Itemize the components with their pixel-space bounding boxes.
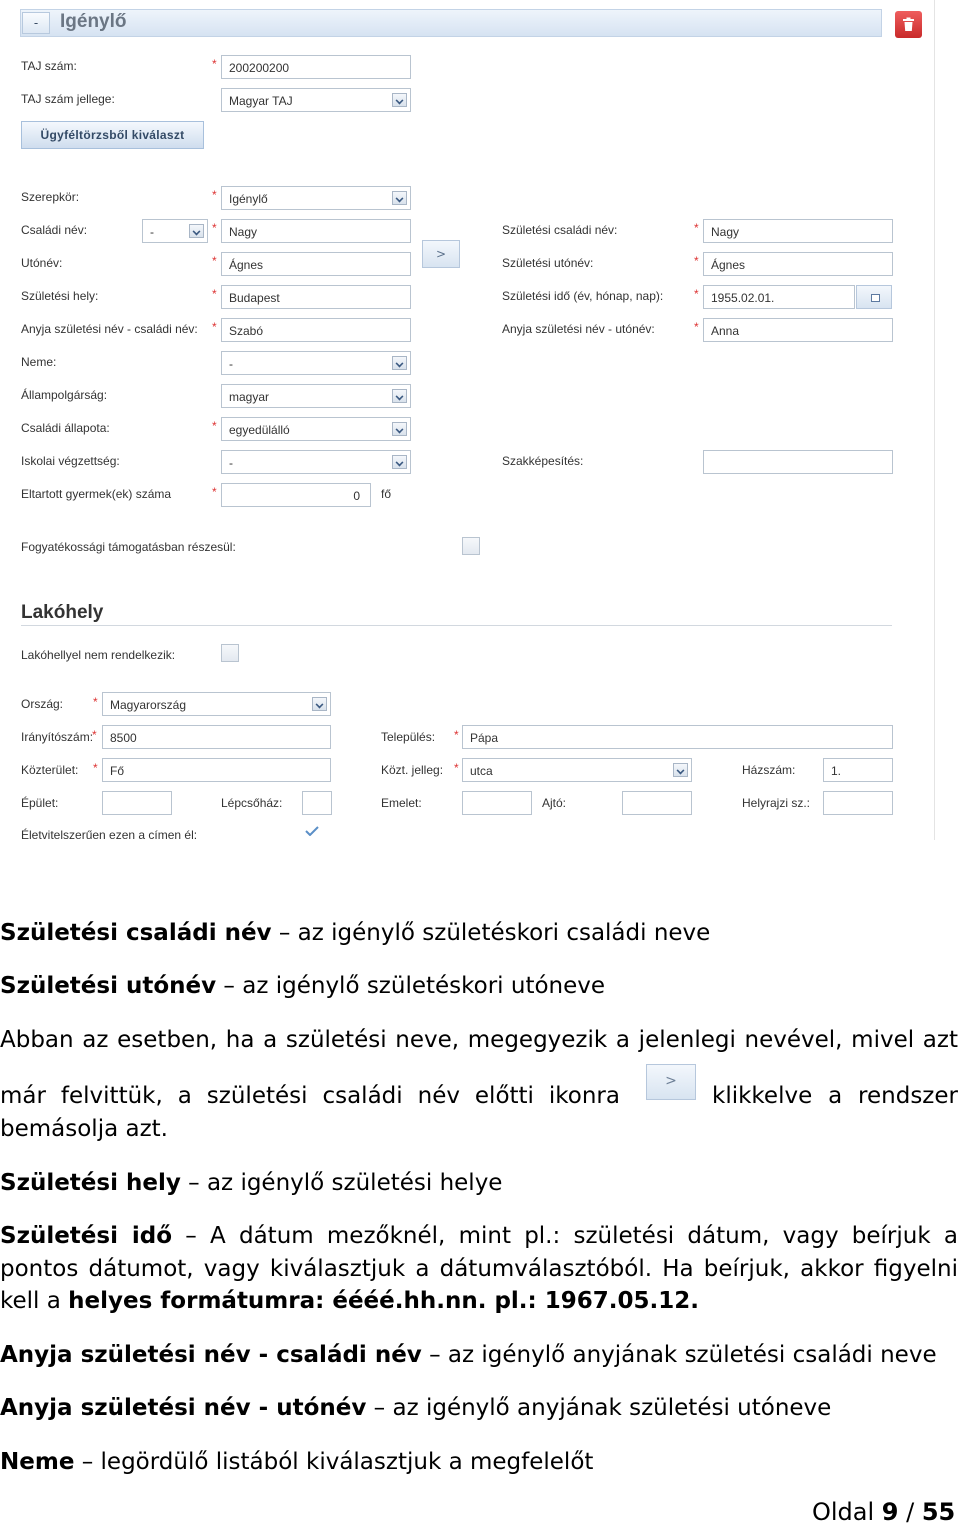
citizenship-select[interactable] [221,384,411,408]
chevron-down-icon [392,93,407,107]
required-mark: * [694,254,699,268]
required-mark: * [454,761,459,775]
qualification-label: Szakképesítés: [502,454,584,468]
calendar-icon[interactable] [856,285,892,309]
zip-label: Irányítószám: [21,730,94,744]
name-prefix-select[interactable] [142,219,208,243]
required-mark: * [92,728,97,742]
chevron-down-icon [392,191,407,205]
disability-label: Fogyatékossági támogatásban részesül: [21,540,236,554]
no-residence-checkbox[interactable] [221,644,239,662]
birth-given-input[interactable]: Ágnes [703,252,893,276]
pick-from-registry-button[interactable]: Ügyféltörzsből kiválaszt [21,121,204,149]
term: Anyja születési név - családi név [0,1342,422,1368]
given-name-input[interactable]: Ágnes [221,252,411,276]
birth-place-input[interactable]: Budapest [221,285,411,309]
education-value: - [229,456,233,470]
paragraph-copy-line2b: klikkelve a rendszer [712,1083,958,1109]
mother-given-input[interactable]: Anna [703,318,893,342]
birth-place-label: Születési hely: [21,289,99,303]
citizenship-value: magyar [229,390,270,404]
street-input[interactable]: Fő [102,758,331,782]
paragraph-mother-family [0,1339,958,1371]
required-mark: * [212,287,217,301]
required-mark: * [93,695,98,709]
definition: – az igénylő születéskori családi neve [271,920,711,946]
paragraph-birth-date-line3 [0,1285,958,1317]
required-mark: * [212,188,217,202]
paragraph-birth-date-line1 [0,1220,958,1252]
house-no-input[interactable]: 1. [823,758,893,782]
required-mark: * [694,320,699,334]
name-prefix-value: - [150,225,154,239]
taj-input[interactable]: 200200200 [221,55,411,79]
house-no-label: Házszám: [742,763,796,777]
role-value: Igénylő [229,192,268,206]
marital-value: egyedülálló [229,423,290,437]
children-unit: fő [381,487,392,501]
staircase-label: Lépcsőház: [221,796,283,810]
street-type-select[interactable] [462,758,692,782]
paragraph-copy-line2a: már felvittük, a születési családi név előtti ikonra [0,1083,620,1109]
birth-given-label: Születési utónév: [502,256,594,270]
taj-label: TAJ szám: [21,59,77,73]
paragraph-gender [0,1446,958,1478]
term: Születési családi név [0,920,272,946]
floor-input[interactable] [462,791,532,815]
taj-type-value: Magyar TAJ [229,94,293,108]
copy-arrow-icon: > [646,1064,696,1100]
copy-name-button[interactable]: > [422,240,460,268]
required-mark: * [212,221,217,235]
required-mark: * [454,728,459,742]
checkmark-icon[interactable] [305,826,319,836]
page-current: 9 [881,1498,899,1526]
chevron-down-icon [392,356,407,370]
birth-family-input[interactable]: Nagy [703,219,893,243]
paragraph-copy-line3: bemásolja azt. [0,1116,168,1142]
birth-family-label: Születési családi név: [502,223,618,237]
street-type-value: utca [470,764,493,778]
paragraph-birth-place [0,1167,958,1199]
section-header-bar [20,9,882,37]
taj-type-select[interactable] [221,88,411,112]
term: Születési hely [0,1170,181,1196]
term: Anyja születési név - utónév [0,1395,367,1421]
gender-select[interactable] [221,351,411,375]
paragraph-copy-line1: Abban az esetben, ha a születési neve, megegyezik a jelenlegi nevével, mivel azt [0,1027,958,1053]
lot-no-label: Helyrajzi sz.: [742,796,811,810]
floor-label: Emelet: [381,796,422,810]
children-input[interactable]: 0 [221,483,371,507]
required-mark: * [212,57,217,71]
marital-select[interactable] [221,417,411,441]
definition: – az igénylő anyjának születési családi neve [421,1342,937,1368]
definition: – az igénylő anyjának születési utóneve [366,1395,832,1421]
education-label: Iskolai végzettség: [21,454,120,468]
citizenship-label: Állampolgárság: [21,388,108,402]
settlement-input[interactable]: Pápa [462,725,893,749]
gender-label: Neme: [21,355,57,369]
qualification-input[interactable] [703,450,893,474]
lot-no-input[interactable] [823,791,893,815]
section-divider [21,625,892,626]
given-name-label: Utónév: [21,256,63,270]
gender-value: - [229,357,233,371]
page-number [812,1498,955,1526]
paragraph-birth-family-name [0,917,958,949]
paragraph-mother-given [0,1392,958,1424]
door-input[interactable] [622,791,692,815]
section-title: Igénylő [60,11,127,32]
trash-icon [902,17,915,32]
term: Neme [0,1449,75,1475]
definition: – az igénylő születési helye [180,1170,503,1196]
page-prefix: Oldal [812,1498,882,1526]
mother-given-label: Anyja születési név - utónév: [502,322,655,336]
term: Születési idő [0,1223,173,1249]
paragraph-birth-given-name [0,970,958,1002]
door-label: Ajtó: [542,796,567,810]
required-mark: * [212,419,217,433]
chevron-down-icon [392,422,407,436]
format-hint: helyes formátumra: éééé.hh.nn. pl.: 1967.05.12. [68,1288,699,1314]
text: kell a [0,1288,69,1314]
required-mark: * [694,221,699,235]
no-residence-label: Lakóhellyel nem rendelkezik: [21,648,176,662]
disability-checkbox[interactable] [462,537,480,555]
definition: – A dátum mezőknél, mint pl.: születési dátum, vagy beírjuk a [172,1223,958,1249]
required-mark: * [212,485,217,499]
definition: – legördülő listából kiválasztjuk a megfelelőt [74,1449,594,1475]
residence-title: Lakóhely [21,602,104,623]
country-label: Ország: [21,697,64,711]
mother-family-input[interactable]: Szabó [221,318,411,342]
delete-button[interactable] [895,11,922,38]
birth-date-label: Születési idő (év, hónap, nap): [502,289,664,303]
family-name-label: Családi név: [21,223,88,237]
settlement-label: Település: [381,730,436,744]
required-mark: * [212,254,217,268]
children-label: Eltartott gyermek(ek) száma [21,487,172,501]
staircase-input[interactable] [302,791,332,815]
street-label: Közterület: [21,763,79,777]
definition: – az igénylő születéskori utóneve [216,973,606,999]
taj-type-label: TAJ szám jellege: [21,92,115,106]
country-select[interactable] [102,692,331,716]
role-label: Szerepkör: [21,190,80,204]
page-separator: / [898,1498,922,1526]
mother-family-label: Anyja születési név - családi név: [21,322,198,336]
role-select[interactable] [221,186,411,210]
required-mark: * [212,320,217,334]
collapse-button[interactable]: - [22,12,50,34]
chevron-down-icon [189,224,204,238]
required-mark: * [93,761,98,775]
paragraph-birth-date-line2: pontos dátumot, vagy kiválasztjuk a dátumválasztóból. Ha beírjuk, akkor figyelni [0,1256,958,1282]
street-type-label: Közt. jelleg: [381,763,444,777]
building-input[interactable] [102,791,172,815]
birth-date-input[interactable]: 1955.02.01. [703,285,855,309]
chevron-down-icon [392,455,407,469]
lives-here-label: Életvitelszerűen ezen a címen él: [21,828,198,840]
education-select[interactable] [221,450,411,474]
marital-label: Családi állapota: [21,421,110,435]
chevron-down-icon [312,697,327,711]
required-mark: * [694,287,699,301]
zip-input[interactable]: 8500 [102,725,331,749]
chevron-down-icon [392,389,407,403]
page-total: 55 [921,1498,956,1526]
country-value: Magyarország [110,698,187,712]
chevron-down-icon [673,763,688,777]
family-name-input[interactable]: Nagy [221,219,411,243]
term: Születési utónév [0,973,217,999]
building-label: Épület: [21,796,59,810]
